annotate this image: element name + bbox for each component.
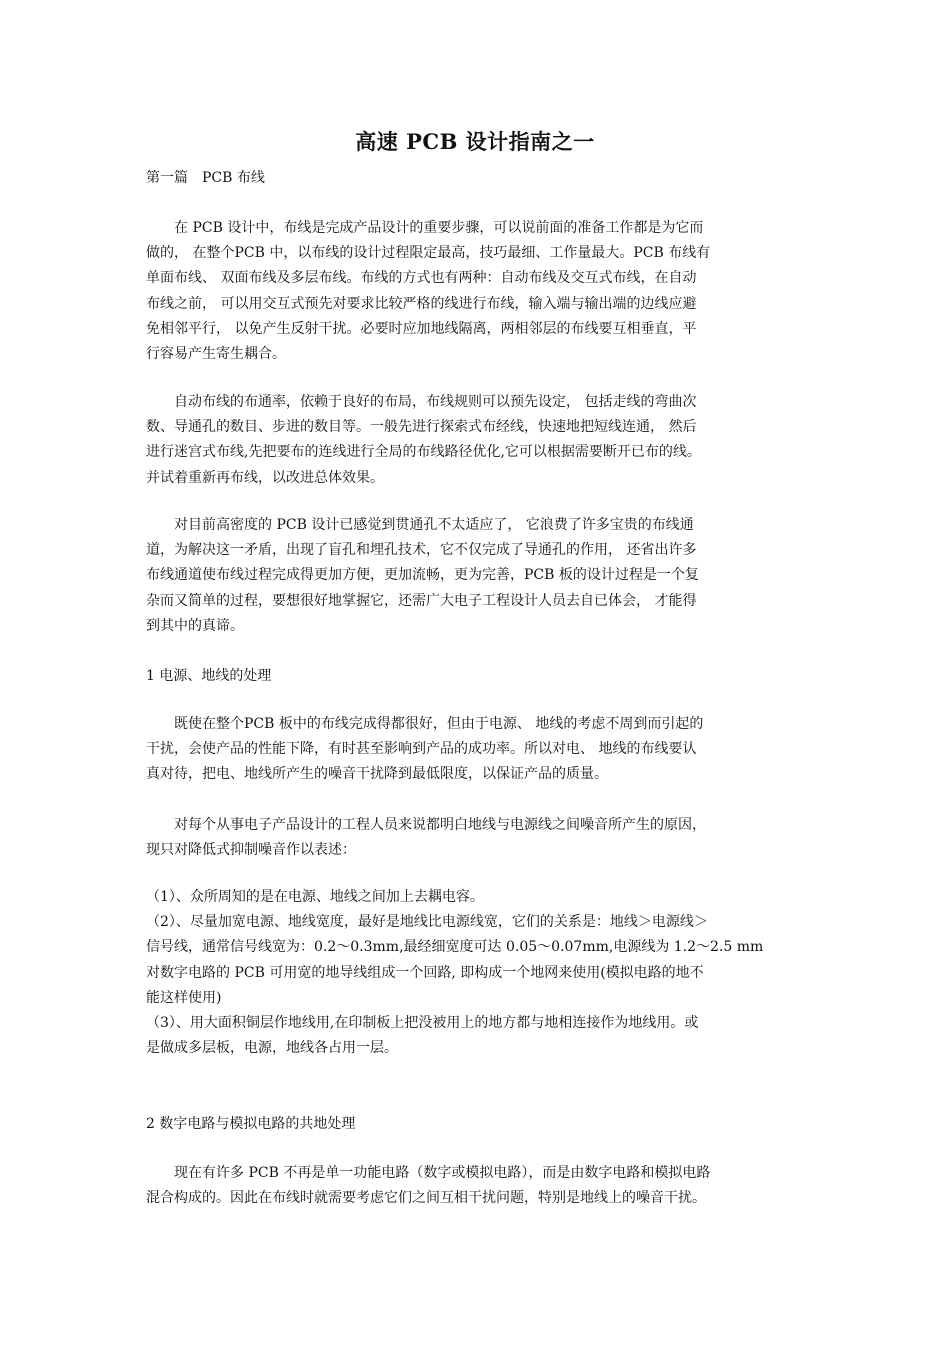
paragraph-4 (146, 712, 808, 788)
text-line: 真对待，把电、地线所产生的噪音干扰降到最低限度，以保证产品的质量。 (146, 766, 608, 783)
text-line: 并试着重新再布线，以改进总体效果。 (146, 469, 384, 486)
text-line: 既使在整个PCB 板中的布线完成得都很好，但由于电源、 地线的考虑不周到而引起的 (146, 716, 704, 732)
chapter-heading: 第一篇 PCB 布线 (146, 170, 265, 186)
text-line: 自动布线的布通率，依赖于良好的布局，布线规则可以预先设定， 包括走线的弯曲次 (146, 394, 697, 410)
paragraph-7 (146, 1161, 808, 1211)
text-line: 到其中的真谛。 (146, 617, 244, 634)
section-heading-1: 1 电源、地线的处理 (146, 668, 272, 684)
text-line: 杂而又简单的过程，要想很好地掌握它，还需广大电子工程设计人员去自已体会， 才能得 (146, 592, 697, 609)
paragraph-6-list (146, 885, 808, 1061)
list-item: （2）、尽量加宽电源、地线宽度，最好是地线比电源线宽，它们的关系是：地线＞电源线＞ (146, 914, 708, 931)
text-line: 做的， 在整个PCB 中，以布线的设计过程限定最高，技巧最细、工作量最大。PCB 布线有 (146, 245, 711, 262)
list-item: （3）、用大面积铜层作地线用,在印制板上把没被用上的地方都与地相连接作为地线用。或 (146, 1015, 699, 1032)
text-line: 现只对降低式抑制噪音作以表述： (146, 842, 356, 859)
text-line: 数、导通孔的数目、步进的数目等。一般先进行探索式布经线，快速地把短线连通， 然后 (146, 419, 697, 436)
text-line: 现在有许多 PCB 不再是单一功能电路（数字或模拟电路），而是由数字电路和模拟电路 (146, 1165, 711, 1181)
paragraph-2 (146, 390, 808, 491)
text-line: 行容易产生寄生耦合。 (146, 346, 286, 363)
text-line: 单面布线、 双面布线及多层布线。布线的方式也有两种：自动布线及交互式布线，在自动 (146, 270, 697, 287)
list-item: （1）、众所周知的是在电源、地线之间加上去耦电容。 (146, 889, 484, 905)
text-line: 布线之前， 可以用交互式预先对要求比较严格的线进行布线，输入端与输出端的边线应避 (146, 295, 697, 312)
text-line: 能这样使用) (146, 989, 222, 1006)
paragraph-1 (146, 216, 808, 367)
text-line: 布线通道使布线过程完成得更加方便，更加流畅，更为完善，PCB 板的设计过程是一个复 (146, 567, 699, 584)
text-line: 免相邻平行， 以免产生反射干扰。必要时应加地线隔离，两相邻层的布线要互相垂直，平 (146, 320, 697, 337)
text-line: 混合构成的。因此在布线时就需要考虑它们之间互相干扰问题，特别是地线上的噪音干扰。 (146, 1190, 706, 1207)
text-line: 对每个从事电子产品设计的工程人员来说都明白地线与电源线之间噪音所产生的原因， (146, 817, 706, 833)
text-line: 对数字电路的 PCB 可用宽的地导线组成一个回路, 即构成一个地网来使用(模拟电路的地不 (146, 964, 704, 981)
text-line: 干扰，会使产品的性能下降，有时甚至影响到产品的成功率。所以对电、 地线的布线要认 (146, 741, 697, 758)
document-title: 高速 PCB 设计指南之一 (355, 129, 595, 154)
paragraph-3 (146, 513, 808, 639)
text-line: 道，为解决这一矛盾，出现了盲孔和埋孔技术，它不仅完成了导通孔的作用， 还省出许多 (146, 542, 697, 559)
paragraph-5 (146, 813, 808, 863)
text-line: 对目前高密度的 PCB 设计已感觉到贯通孔不太适应了， 它浪费了许多宝贵的布线通 (146, 517, 694, 533)
section-heading-2: 2 数字电路与模拟电路的共地处理 (146, 1116, 356, 1132)
text-line: 信号线，通常信号线宽为：0.2～0.3mm,最经细宽度可达 0.05～0.07mm,电源线为 1.2～2.5 mm (146, 939, 764, 956)
text-line: 在 PCB 设计中，布线是完成产品设计的重要步骤，可以说前面的准备工作都是为它而 (146, 220, 704, 236)
text-line: 进行迷宫式布线,先把要布的连线进行全局的布线路径优化,它可以根据需要断开已布的线。 (146, 444, 701, 461)
text-line: 是做成多层板，电源，地线各占用一层。 (146, 1040, 398, 1057)
